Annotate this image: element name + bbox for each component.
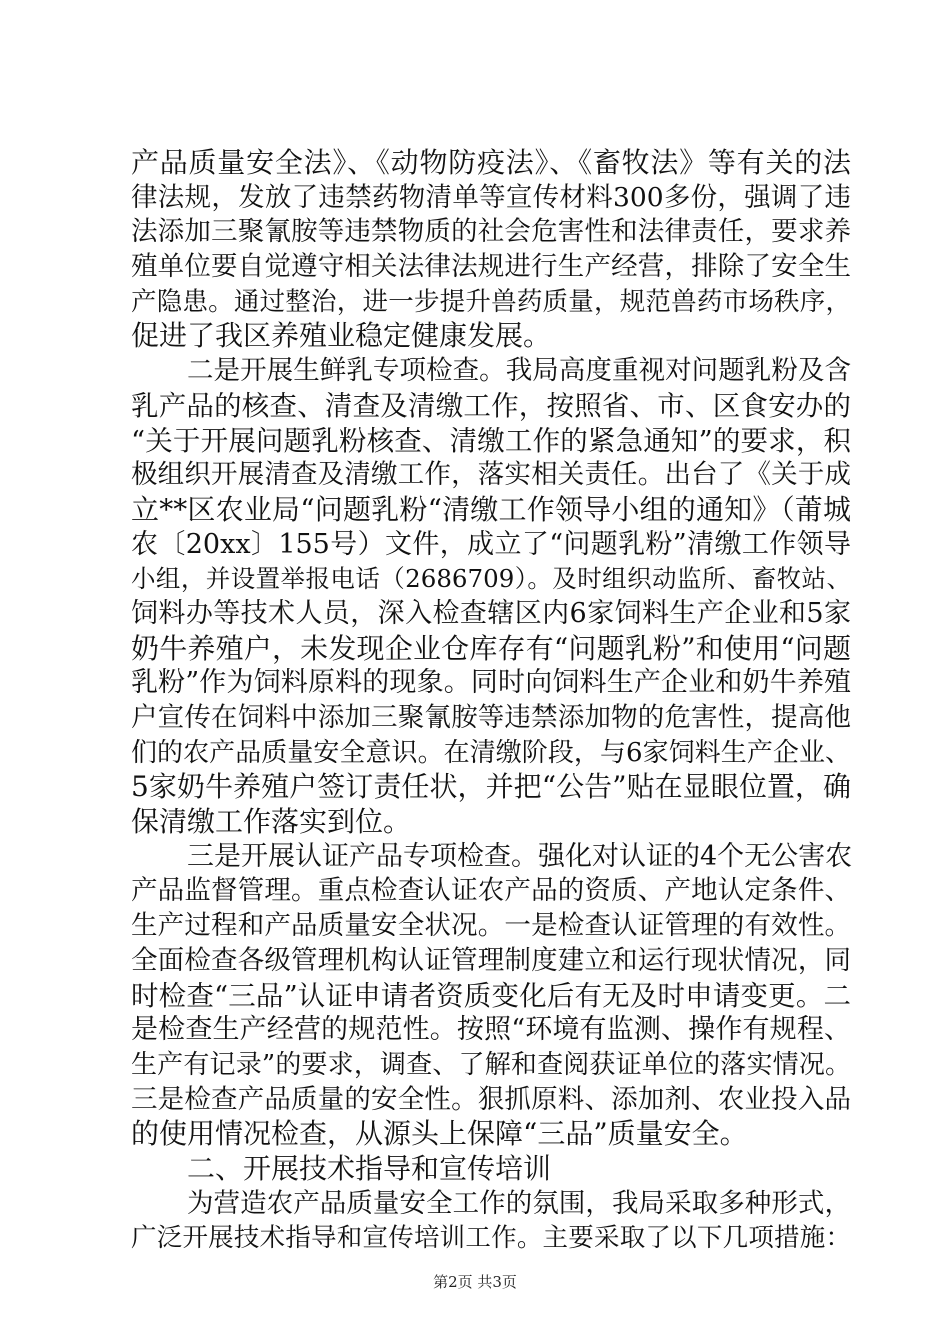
text-line: 生产过程和产品质量安全状况。一是检查认证管理的有效性。 (131, 910, 851, 942)
text-line: 为营造农产品质量安全工作的氛围，我局采取多种形式， (187, 1187, 851, 1219)
text-line: 是检查生产经营的规范性。按照“环境有监测、操作有规程、 (131, 1014, 851, 1046)
text-line: 产品监督管理。重点检查认证农产品的资质、产地认定条件、 (131, 875, 851, 907)
text-line: 户宣传在饲料中添加三聚氰胺等违禁添加物的危害性，提高他 (131, 702, 851, 733)
text-line: 小组，并设置举报电话（2686709）。及时组织动监所、畜牧站、 (131, 564, 851, 594)
text-line: 乳粉”作为饲料原料的现象。同时向饲料生产企业和奶牛养殖 (131, 667, 851, 699)
document-body (131, 146, 851, 1256)
text-line: “关于开展问题乳粉核查、清缴工作的紧急通知”的要求，积 (131, 424, 851, 457)
text-line: 5家奶牛养殖户签订责任状，并把“公告”贴在显眼位置，确 (131, 770, 851, 804)
text-line: 的使用情况检查，从源头上保障“三品”质量安全。 (131, 1117, 748, 1151)
text-line: 保清缴工作落实到位。 (131, 805, 412, 839)
text-line: 农〔20xx〕155号）文件，成立了“问题乳粉”清缴工作领导 (131, 528, 851, 560)
text-line: 饲料办等技术人员，深入检查辖区内6家饲料生产企业和5家 (131, 597, 851, 629)
text-line: 奶牛养殖户，未发现企业仓库存有“问题乳粉”和使用“问题 (131, 631, 851, 665)
text-line: 三是检查产品质量的安全性。狠抓原料、添加剂、农业投入品 (131, 1083, 851, 1115)
text-line: 时检查“三品”认证申请者资质变化后有无及时申请变更。二 (131, 979, 851, 1012)
text-line: 二是开展生鲜乳专项检查。我局高度重视对问题乳粉及含 (187, 355, 851, 387)
text-line: 法添加三聚氰胺等违禁物质的社会危害性和法律责任，要求养 (131, 216, 851, 248)
text-line: 促进了我区养殖业稳定健康发展。 (131, 319, 552, 353)
page-footer: 第2页 共3页 (433, 1273, 517, 1291)
text-line: 立**区农业局“问题乳粉“清缴工作领导小组的通知》（莆城 (131, 492, 851, 526)
text-line: 殖单位要自觉遵守相关法律法规进行生产经营，排除了安全生 (131, 251, 851, 283)
text-line: 极组织开展清查及清缴工作，落实相关责任。出台了《关于成 (131, 459, 851, 491)
text-line: 生产有记录”的要求，调查、了解和查阅获证单位的落实情况。 (131, 1049, 851, 1080)
text-line: 二、开展技术指导和宣传培训 (187, 1151, 552, 1185)
text-line: 们的农产品质量安全意识。在清缴阶段，与6家饲料生产企业、 (131, 737, 851, 768)
text-line: 产隐患。通过整治，进一步提升兽药质量，规范兽药市场秩序， (131, 286, 851, 317)
text-line: 产品质量安全法》、《动物防疫法》、《畜牧法》等有关的法 (131, 146, 851, 179)
text-line: 广泛开展技术指导和宣传培训工作。主要采取了以下几项措施： (131, 1223, 851, 1254)
text-line: 乳产品的核查、清查及清缴工作，按照省、市、区食安办的 (131, 389, 851, 422)
text-line: 律法规，发放了违禁药物清单等宣传材料300多份，强调了违 (131, 181, 851, 213)
text-line: 全面检查各级管理机构认证管理制度建立和运行现状情况，同 (131, 944, 851, 976)
text-line: 三是开展认证产品专项检查。强化对认证的4个无公害农 (187, 840, 853, 872)
